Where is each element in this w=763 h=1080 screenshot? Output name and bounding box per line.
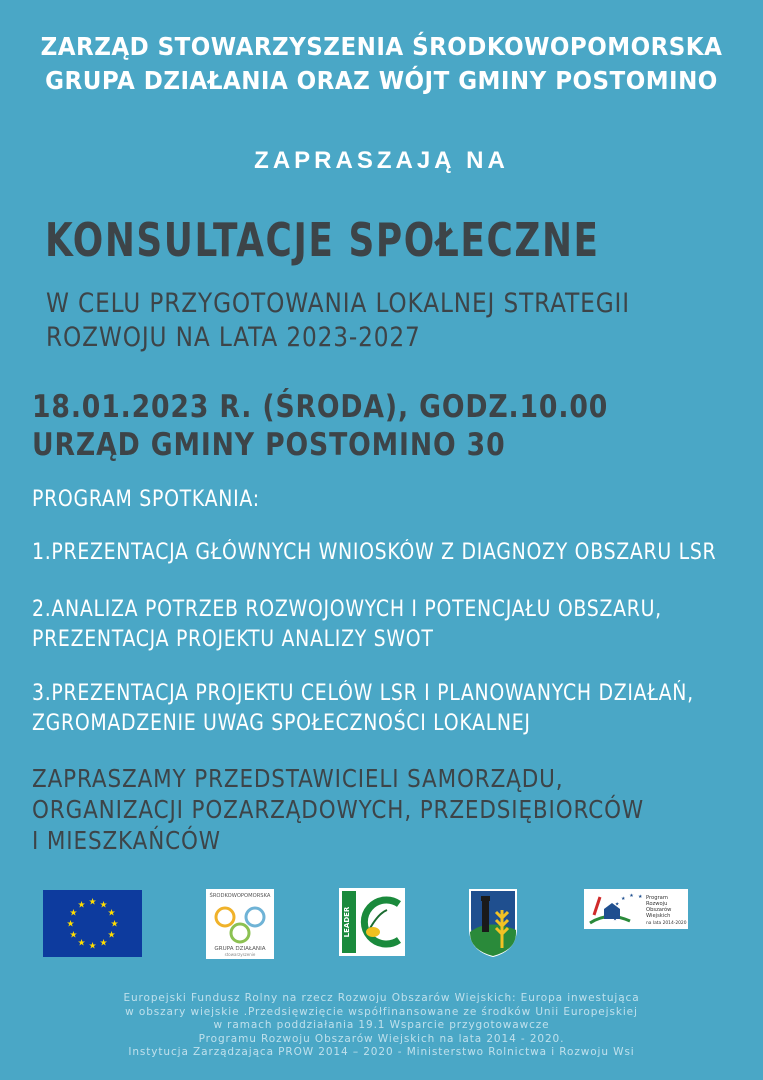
program-item-3 xyxy=(32,679,694,739)
leader-text: LEADER xyxy=(343,906,351,938)
footer-line-1: Europejski Fundusz Rolny na rzecz Rozwoju Obszarów Wiejskich: Europa inwestująca xyxy=(123,992,640,1004)
event-details xyxy=(32,388,608,464)
prow-text-line-3: Obszarów xyxy=(646,907,672,913)
prow-star-icon: ★ xyxy=(611,908,617,915)
program-title: PROGRAM SPOTKANIA: xyxy=(32,487,260,512)
prow-text-line-5: na lata 2014-2020 xyxy=(646,921,687,926)
prow-star-icon: ★ xyxy=(621,895,626,902)
footer-line-4: Programu Rozwoju Obszarów Wiejskich na lata 2014 - 2020. xyxy=(198,1032,565,1045)
program-item-2-line-2: PREZENTACJA PROJEKTU ANALIZY SWOT xyxy=(32,627,434,652)
footer-line-5: Instytucja Zarządzająca PROW 2014 – 2020 - Ministerstwo Rolnictwa i Rozwoju Wsi xyxy=(128,1046,635,1058)
subtitle-line-1: W CELU PRZYGOTOWANIA LOKALNEJ STRATEGII xyxy=(46,288,630,319)
eu-star-icon: ★ xyxy=(66,918,75,929)
eu-star-icon: ★ xyxy=(77,937,86,948)
eu-star-icon: ★ xyxy=(110,918,119,929)
eu-flag-logo xyxy=(43,890,142,957)
postomino-coat-of-arms xyxy=(468,888,518,958)
eu-star-icon: ★ xyxy=(99,937,108,948)
program-item-1 xyxy=(32,538,716,568)
organizers-line-1: ZARZĄD STOWARZYSZENIA ŚRODKOWOPOMORSKA xyxy=(40,32,723,61)
prow-text-line-1: Program xyxy=(646,895,668,901)
eu-star-icon: ★ xyxy=(107,907,116,918)
leader-seed-icon xyxy=(366,927,380,937)
invitation-line-3: I MIESZKAŃCÓW xyxy=(32,826,221,855)
eu-star-icon: ★ xyxy=(99,899,108,910)
footer-line-3: w ramach poddziałania 19.1 Wsparcie przygotowawcze xyxy=(213,1019,550,1031)
event-place: URZĄD GMINY POSTOMINO 30 xyxy=(32,427,506,463)
lgd-logo-small-text: stowarzyszenie xyxy=(224,952,256,957)
shield-green-field xyxy=(470,924,516,956)
page-title: KONSULTACJE SPOŁECZNE xyxy=(45,213,600,267)
lighthouse-icon xyxy=(482,900,489,932)
eu-star-icon: ★ xyxy=(69,907,78,918)
prow-text-line-4: Wiejskich xyxy=(646,913,671,919)
prow-star-icon: ★ xyxy=(637,893,643,900)
invitation-line-1: ZAPRASZAMY PRZEDSTAWICIELI SAMORZĄDU, xyxy=(32,764,564,793)
subtitle xyxy=(46,287,630,355)
program-item-1-line-1: 1.PREZENTACJA GŁÓWNYCH WNIOSKÓW Z DIAGNOZY OBSZARU LSR xyxy=(32,540,717,565)
subtitle-line-2: ROZWOJU NA LATA 2023-2027 xyxy=(46,322,421,353)
program-item-3-line-1: 3.PREZENTACJA PROJEKTU CELÓW LSR I PLANOWANYCH DZIAŁAŃ, xyxy=(32,681,694,706)
program-item-3-line-2: ZGROMADZENIE UWAG SPOŁECZNOŚCI LOKALNEJ xyxy=(32,711,531,736)
lgd-logo-top-text: ŚRODKOWOPOMORSKA xyxy=(209,893,271,899)
program-item-2-line-1: 2.ANALIZA POTRZEB ROZWOJOWYCH I POTENCJAŁU OBSZARU, xyxy=(32,597,662,622)
eu-star-icon: ★ xyxy=(88,940,97,951)
event-datetime: 18.01.2023 R. (ŚRODA), GODZ.10.00 xyxy=(32,389,609,425)
leader-logo xyxy=(339,888,405,956)
prow-star-icon: ★ xyxy=(629,893,634,900)
lighthouse-top xyxy=(481,896,490,901)
organizers-heading xyxy=(31,30,733,98)
lgd-logo-bottom-text: GRUPA DZIAŁANIA xyxy=(214,946,266,952)
funding-footer xyxy=(0,992,763,1060)
lgd-logo xyxy=(206,889,274,959)
organizers-line-2: GRUPA DZIAŁANIA ORAZ WÓJT GMINY POSTOMINO xyxy=(45,66,718,95)
eu-star-icon: ★ xyxy=(77,899,86,910)
footer-line-2: w obszary wiejskie .Przedsięwzięcie współfinansowane ze środków Unii Europejskiej xyxy=(125,1005,638,1018)
invite-heading: ZAPRASZAJĄ NA xyxy=(254,147,509,174)
invitation-line-2: ORGANIZACJI POZARZĄDOWYCH, PRZEDSIĘBIORCÓW xyxy=(32,795,645,824)
prow-text-line-2: Rozwoju xyxy=(646,901,668,907)
invitation-audience xyxy=(32,763,644,856)
eu-star-icon: ★ xyxy=(107,929,116,940)
eu-star-icon: ★ xyxy=(88,896,97,907)
prow-star-icon: ★ xyxy=(612,916,618,923)
eu-star-icon: ★ xyxy=(69,929,78,940)
prow-star-icon: ★ xyxy=(614,901,620,908)
program-item-2 xyxy=(32,595,662,655)
prow-logo-art xyxy=(584,889,688,929)
